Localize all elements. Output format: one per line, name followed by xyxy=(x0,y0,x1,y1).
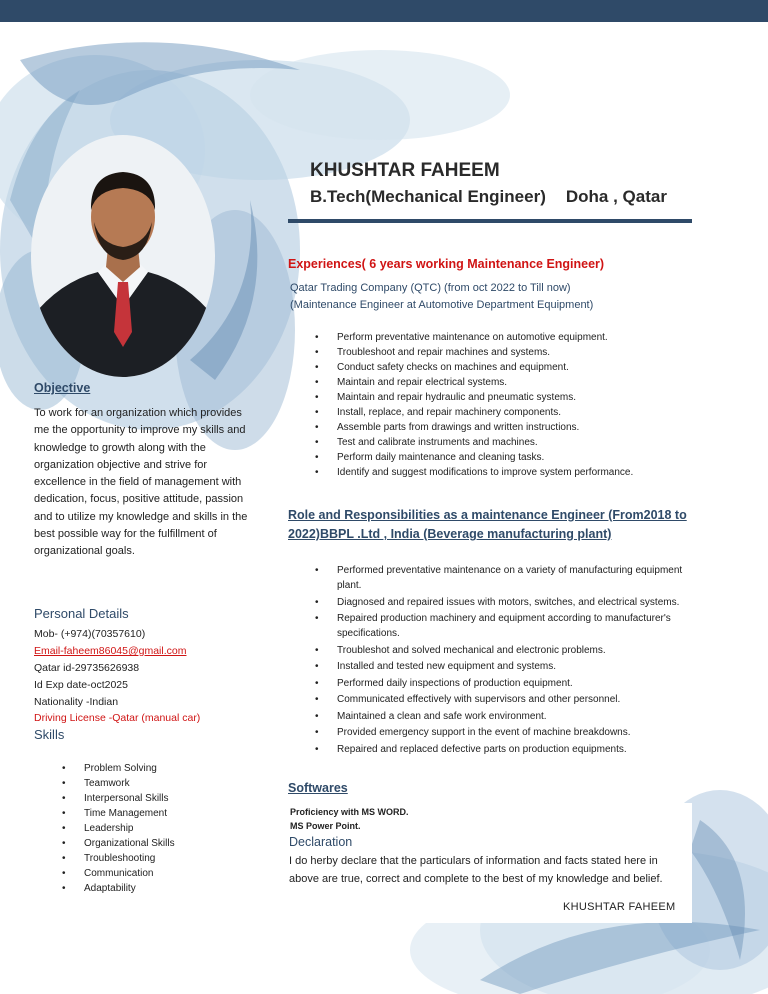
list-item: • Repaired production machinery and equipment according to manufacturer's specifications. xyxy=(315,611,685,641)
list-item: • Adaptability xyxy=(62,881,242,896)
list-item: • Perform preventative maintenance on automotive equipment. xyxy=(315,330,695,345)
softwares-title: Softwares xyxy=(288,781,348,795)
list-item: • Interpersonal Skills xyxy=(62,791,242,806)
list-item: • Organizational Skills xyxy=(62,836,242,851)
list-item: • Troubleshooting xyxy=(62,851,242,866)
list-item: • Performed daily inspections of production equipment. xyxy=(315,676,685,691)
list-item: • Time Management xyxy=(62,806,242,821)
company-line: Qatar Trading Company (QTC) (from oct 2022 to Till now) xyxy=(290,282,571,294)
personal-details-title: Personal Details xyxy=(34,606,129,621)
list-item: • Installed and tested new equipment and systems. xyxy=(315,659,685,674)
role-duties xyxy=(315,563,685,758)
list-item: • Maintain and repair electrical systems. xyxy=(315,375,695,390)
id-expiry: Id Exp date-oct2025 xyxy=(34,679,128,691)
signature-name: KHUSHTAR FAHEEM xyxy=(563,901,676,913)
list-item: • Identify and suggest modifications to improve system performance. xyxy=(315,465,695,480)
list-item: • Perform daily maintenance and cleaning tasks. xyxy=(315,450,695,465)
list-item: • Leadership xyxy=(62,821,242,836)
list-item: • Repaired and replaced defective parts on production equipments. xyxy=(315,742,685,757)
qatar-id: Qatar id-29735626938 xyxy=(34,662,140,674)
list-item: • Performed preventative maintenance on a variety of manufacturing equipment plant. xyxy=(315,563,685,593)
list-item: • Assemble parts from drawings and written instructions. xyxy=(315,420,695,435)
list-item: • Conduct safety checks on machines and equipment. xyxy=(315,360,695,375)
list-item: • Diagnosed and repaired issues with motors, switches, and electrical systems. xyxy=(315,595,685,610)
position-line: (Maintenance Engineer at Automotive Department Equipment) xyxy=(290,299,594,311)
list-item: • Teamwork xyxy=(62,776,242,791)
software-item: MS Power Point. xyxy=(290,821,361,831)
profile-photo xyxy=(28,132,218,380)
list-item: • Provided emergency support in the event of machine breakdowns. xyxy=(315,725,685,740)
declaration-title: Declaration xyxy=(289,835,353,849)
mobile-number: Mob- (+974)(70357610) xyxy=(34,628,146,640)
list-item: • Maintain and repair hydraulic and pneumatic systems. xyxy=(315,390,695,405)
role-title: Role and Responsibilities as a maintenance Engineer (From2018 to 2022)BBPL .Ltd , India (Beverage manufacturing plant) xyxy=(288,508,687,541)
degree-line xyxy=(310,187,667,207)
list-item: • Maintained a clean and safe work environment. xyxy=(315,709,685,724)
experience-company xyxy=(290,280,593,314)
degree: B.Tech(Mechanical Engineer) xyxy=(310,187,546,206)
skills-list xyxy=(62,761,242,896)
declaration-text: I do herby declare that the particulars of information and facts stated here in above are true, correct and complete to the best of my knowledge and belief. xyxy=(289,855,663,885)
nationality: Nationality -Indian xyxy=(34,696,119,708)
driving-license: Driving License -Qatar (manual car) xyxy=(34,712,201,724)
software-item: Proficiency with MS WORD. xyxy=(290,807,409,817)
objective-text: To work for an organization which provides me the opportunity to improve my skills and knowledge to growth along with the organization objective and strive for excellence in the field of management with dedication, focus, positive attitude, passion and to utilize my knowledge and skills in the best possible way for the fulfillment of organizational goals. xyxy=(34,407,248,558)
skills-title: Skills xyxy=(34,727,65,742)
objective-title: Objective xyxy=(34,381,91,395)
list-item: • Install, replace, and repair machinery components. xyxy=(315,405,695,420)
list-item: • Troubleshot and solved mechanical and electronic problems. xyxy=(315,643,685,658)
list-item: • Troubleshoot and repair machines and systems. xyxy=(315,345,695,360)
list-item: • Communicated effectively with supervisors and other personnel. xyxy=(315,692,685,707)
location: Doha , Qatar xyxy=(565,187,667,206)
email-link[interactable]: Email-faheem86045@gmail.com xyxy=(34,645,187,657)
header-divider xyxy=(288,219,692,223)
experience-duties xyxy=(315,330,695,480)
experience-title: Experiences( 6 years working Maintenance Engineer) xyxy=(288,257,605,271)
list-item: • Problem Solving xyxy=(62,761,242,776)
candidate-name: KHUSHTAR FAHEEM xyxy=(310,160,500,181)
list-item: • Test and calibrate instruments and machines. xyxy=(315,435,695,450)
list-item: • Communication xyxy=(62,866,242,881)
